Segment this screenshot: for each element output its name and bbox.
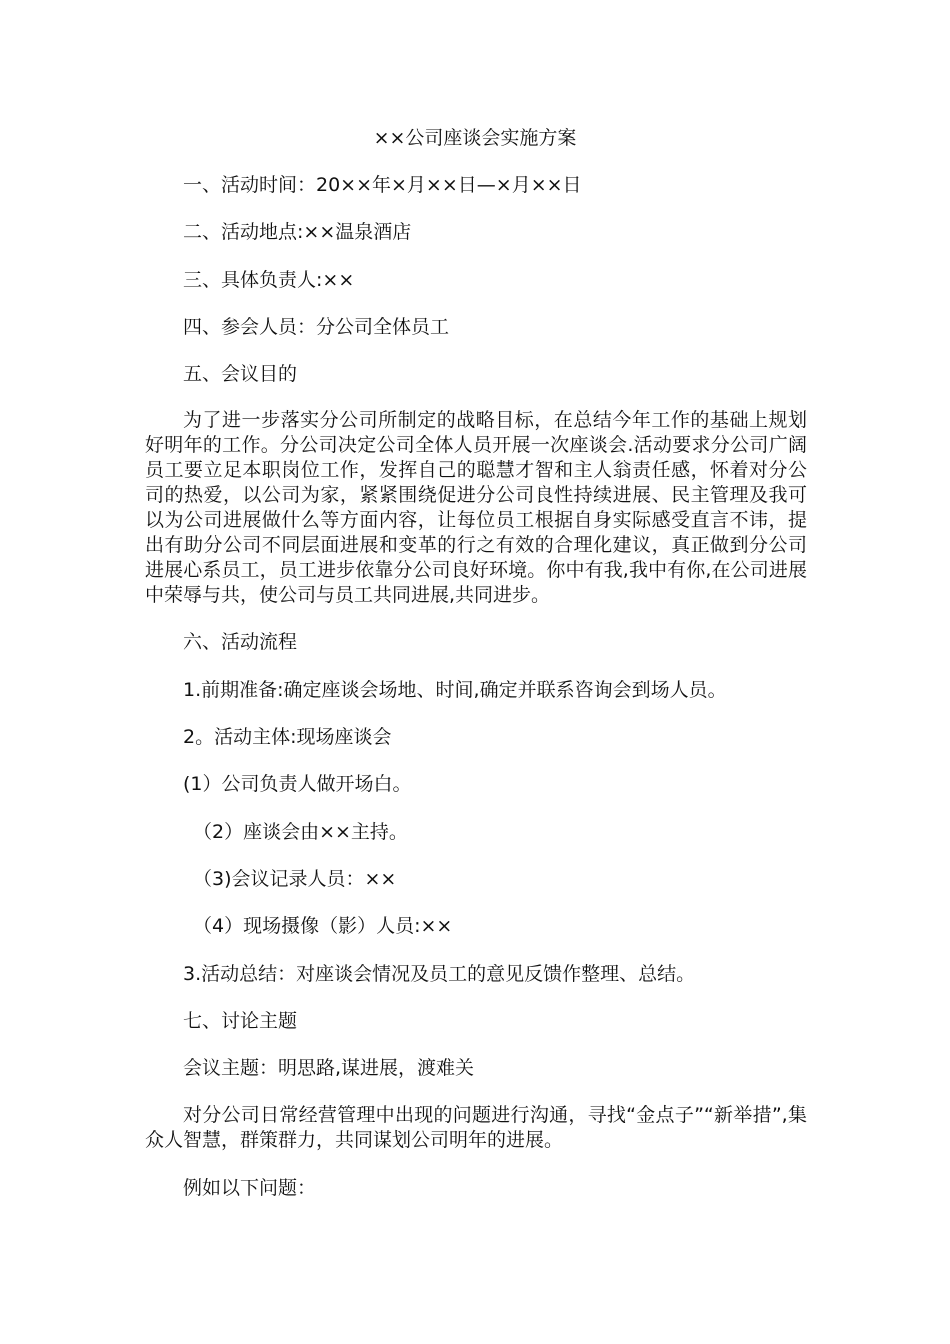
section-process-heading: 六、活动流程 xyxy=(183,631,298,653)
section-location: 二、活动地点:××温泉酒店 xyxy=(183,221,412,243)
process-step-2-1: (1）公司负责人做开场白。 xyxy=(183,773,412,795)
document-title: ××公司座谈会实施方案 xyxy=(373,127,577,149)
section-responsible: 三、具体负责人:×× xyxy=(183,269,355,291)
process-step-2-4: （4）现场摄像（影）人员:×× xyxy=(193,915,453,937)
process-step-2-3: （3)会议记录人员：×× xyxy=(193,868,397,890)
process-step-2: 2。活动主体:现场座谈会 xyxy=(183,726,392,748)
process-step-2-2: （2）座谈会由××主持。 xyxy=(193,821,408,843)
topic-theme: 会议主题：明思路,谋进展，渡难关 xyxy=(183,1057,475,1079)
section-topic-heading: 七、讨论主题 xyxy=(183,1010,298,1032)
section-time: 一、活动时间：20××年×月××日—×月××日 xyxy=(183,174,582,196)
process-step-1: 1.前期准备:确定座谈会场地、时间,确定并联系咨询会到场人员。 xyxy=(183,679,727,701)
section-purpose-heading: 五、会议目的 xyxy=(183,363,298,385)
purpose-paragraph: 为了进一步落实分公司所制定的战略目标，在总结今年工作的基础上规划好明年的工作。分公司决定公司全体人员开展一次座谈会.活动要求分公司广阔员工要立足本职岗位工作，发挥自己的聪慧才智和主人翁责任感，怀着对分公司的热爱，以公司为家，紧紧围绕促进分公司良性持续进展、民主管理及我可以为公司进展做什么等方面内容，让每位员工根据自身实际感受直言不讳，提出有助分公司不同层面进展和变革的行之有效的合理化建议，真正做到分公司进展心系员工，员工进步依靠分公司良好环境。你中有我,我中有你,在公司进展中荣辱与共，使公司与员工共同进展,共同进步。 xyxy=(145,409,807,606)
section-participants: 四、参会人员：分公司全体员工 xyxy=(183,316,450,338)
process-step-3: 3.活动总结：对座谈会情况及员工的意见反馈作整理、总结。 xyxy=(183,963,696,985)
examples-intro: 例如以下问题： xyxy=(183,1177,317,1199)
topic-paragraph: 对分公司日常经营管理中出现的问题进行沟通，寻找“金点子”“新举措”,集众人智慧，群策群力，共同谋划公司明年的进展。 xyxy=(145,1104,807,1151)
